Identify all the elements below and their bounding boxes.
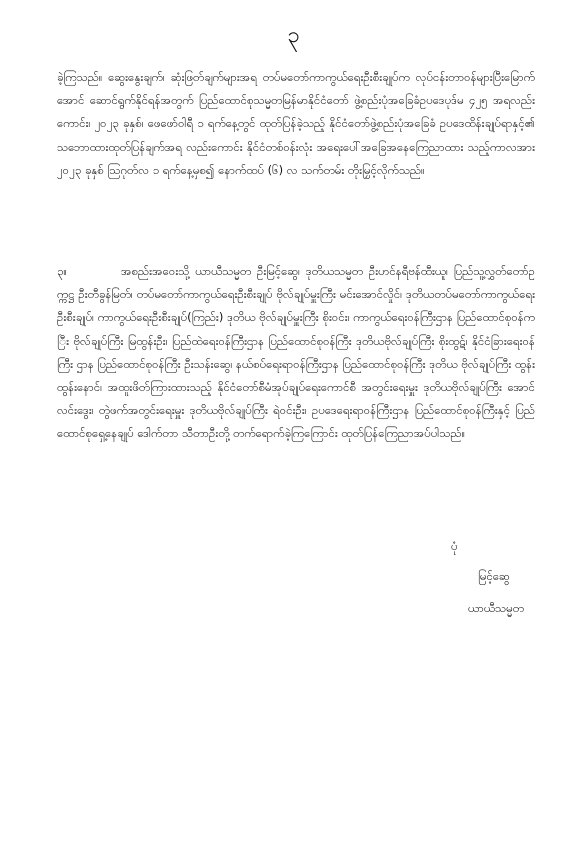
paragraph-2-text: အစည်းအဝေးသို့ ယာယီသမ္မတ ဦးမြင့်ဆွေ၊ ဒုတိယသမ္မတ ဦးဟင်နရီဗန်ထီးယူ၊ ပြည်သူ့လွှတ်တော်ဥက္ကဋ္ဌ ဦးတီခွန်မြတ်၊ တပ်မတော်ကာကွယ်ရေးဦးစီးချုပ် ဗိုလ်ချုပ်မှူးကြီး မင်းအောင်လှိုင်၊ ဒုတိယတပ်မတော်ကာကွယ်ရေးဦးစီးချုပ်၊ ကာကွယ်ရေးဦးစီးချုပ်(ကြည်း) ဒုတိယ ဗိုလ်ချုပ်မှူးကြီး စိုးဝင်း၊ ကာကွယ်ရေးဝန်ကြီးဌာန ပြည်ထောင်စုဝန်ကြီး ဗိုလ်ချုပ်ကြီး မြထွန်းဦး၊ ပြည်ထဲရေးဝန်ကြီးဌာန ပြည်ထောင်စုဝန်ကြီး ဒုတိယဗိုလ်ချုပ်ကြီး စိုးထွဋ်၊ နိုင်ငံခြားရေးဝန်ကြီး ဌာန ပြည်ထောင်စုဝန်ကြီး ဦးသန်းဆွေ၊ နယ်စပ်ရေးရာဝန်ကြီးဌာန ပြည်ထောင်စုဝန်ကြီး ဒုတိယ ဗိုလ်ချုပ်ကြီး ထွန်းထွန်းနောင်၊ အထူးဖိတ်ကြားထားသည့် နိုင်ငံတော်စီမံအုပ်ချုပ်ရေးကောင်စီ အတွင်းရေးမှူး ဒုတိယဗိုလ်ချုပ်ကြီး အောင်လင်းဒွေး၊ တွဲဖက်အတွင်းရေးမှူး ဒုတိယဗိုလ်ချုပ်ကြီး ရဲဝင်းဦး၊ ဥပဒေရေးရာဝန်ကြီးဌာန ပြည်ထောင်စုဝန်ကြီးနှင့် ပြည်ထောင်စုရှေ့နေချုပ် ဒေါက်တာ သီတာဦးတို့ တက်ရောက်ခဲ့ကြကြောင်း ထုတ်ပြန်ကြေညာအပ်ပါသည်။ xyxy=(57,264,535,441)
signature-title: ယာယီသမ္မတ xyxy=(468,601,524,615)
signature-closing: ပုံ xyxy=(451,539,458,553)
paragraph-2-number: ၃။ xyxy=(57,264,67,278)
paragraph-1: ခဲ့ကြသည်။ ဆွေးနွေးချက်၊ ဆုံးဖြတ်ချက်များအရ တပ်မတော်ကာကွယ်ရေးဦးစီးချုပ်က လုပ်ငန်းတာဝန်များပြီးမြောက်အောင် ဆောင်ရွက်နိုင်ရန်အတွက် ပြည်ထောင်စုသမ္မတမြန်မာနိုင်ငံတော် ဖွဲ့စည်းပုံအခြေခံဥပဒေပုဒ်မ ၄၂၅ အရလည်းကောင်း၊ ၂၀၂၃ ခုနှစ်၊ ဖေဖော်ဝါရီ ၁ ရက်နေ့တွင် ထုတ်ပြန်ခဲ့သည့် နိုင်ငံတော်ဖွဲ့စည်းပုံအခြေခံ ဥပဒေထိန်းချုပ်ရာနှင့်၏ သဘောထားထုတ်ပြန်ချက်အရ လည်းကောင်း နိုင်ငံတစ်ဝန်းလုံး အရေးပေါ်အခြေအနေကြေညာထား သည့်ကာလအား ၂၀၂၃ ခုနှစ် ဩဂုတ်လ ၁ ရက်နေ့မှစ၍ နောက်ထပ် (၆) လ သက်တမ်း တိုးမြှင့်လိုက်သည်။ xyxy=(57,70,535,177)
signature-name: မြင့်ဆွေ xyxy=(478,569,510,583)
page-number: ၃ xyxy=(287,23,300,48)
paragraph-2 xyxy=(57,260,535,446)
